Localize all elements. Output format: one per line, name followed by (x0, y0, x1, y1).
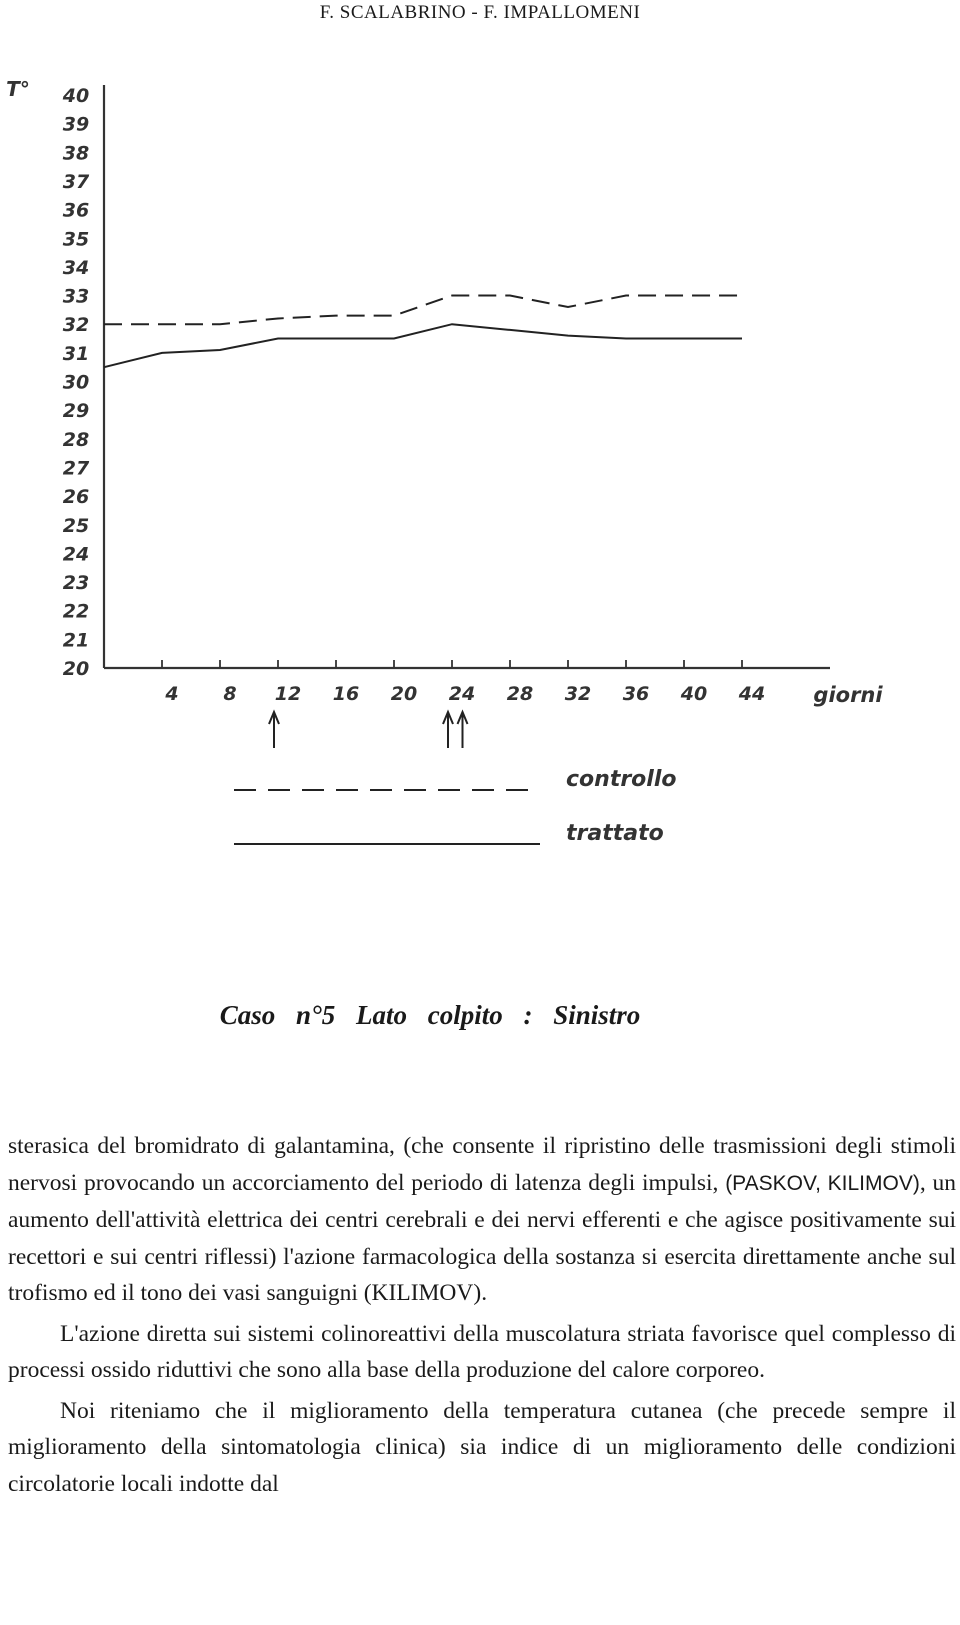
x-tick-label: 16 (332, 683, 360, 705)
paragraph-2: L'azione diretta sui sistemi colinoreattivi della muscolatura striata favorisce quel complesso di processi ossido riduttivi che sono alla base della produzione del calore corporeo. (8, 1320, 956, 1383)
figure-caption: Caso n°5 Lato colpito : Sinistro (219, 1000, 641, 1030)
y-tick-label: 38 (62, 142, 90, 165)
y-tick-label: 34 (62, 256, 90, 279)
y-tick-label: 31 (62, 342, 90, 365)
y-axis-label: T° (6, 77, 30, 101)
y-tick-label: 23 (62, 572, 90, 595)
y-tick-label: 28 (62, 428, 90, 451)
paragraph-1-start: sterasica del bromidrato di galantamina, (che consente il ripristino delle trasmissioni degli stimoli nervosi provocando un accorciamento del periodo di latenza degli impulsi, (8, 1133, 956, 1196)
x-tick-label: 36 (622, 683, 650, 705)
paragraph-1-authors: (PASKOV, KILIMOV) (725, 1171, 920, 1195)
running-head: F. SCALABRINO - F. IMPALLOMENI (319, 2, 641, 23)
y-tick-label: 33 (62, 285, 90, 308)
x-tick-label: 28 (506, 683, 534, 705)
y-tick-label: 26 (62, 486, 90, 509)
y-tick-label: 27 (62, 457, 90, 480)
legend-label-controllo: controllo (566, 767, 677, 792)
series-line-trattato (104, 324, 742, 367)
y-tick-label: 24 (62, 543, 90, 566)
y-tick-label: 32 (62, 314, 90, 337)
paragraph-1 (8, 1128, 956, 1312)
y-tick-label: 40 (62, 85, 90, 107)
y-tick-label: 29 (62, 400, 90, 423)
y-tick-label: 36 (62, 199, 90, 222)
y-tick-label: 39 (62, 113, 90, 136)
legend-label-trattato: trattato (566, 821, 664, 846)
paragraph-1-end: , un aumento dell'attività elettrica dei centri cerebrali e dei nervi efferenti e che agisce positivamente sui recettori e sui centri riflessi) l'azione farmacologica della sostanza si esercita direttamente anche sul trofismo ed il tono dei vasi sanguigni (KILIMOV). (8, 1169, 957, 1306)
x-tick-label: 32 (564, 683, 592, 705)
series-line-controllo (104, 296, 742, 325)
temperature-chart (0, 70, 960, 900)
x-tick-label: 40 (680, 683, 708, 705)
x-tick-label: 12 (274, 683, 302, 705)
y-tick-label: 35 (62, 228, 90, 251)
y-tick-label: 20 (62, 658, 90, 680)
paragraph-3: Noi riteniamo che il miglioramento della temperatura cutanea (che precede sempre il miglioramento della sintomatologia clinica) sia indice di un miglioramento delle condizioni circolatorie locali indotte dal (8, 1397, 956, 1497)
x-tick-label: 24 (448, 683, 476, 705)
x-tick-label: 20 (390, 683, 418, 705)
y-tick-label: 37 (62, 170, 90, 193)
x-tick-label: 8 (223, 683, 237, 705)
x-tick-label: 4 (165, 683, 179, 705)
chart-svg (0, 70, 960, 900)
y-tick-label: 21 (62, 629, 90, 652)
y-tick-label: 30 (62, 371, 90, 394)
y-tick-label: 25 (62, 514, 90, 537)
x-axis-label: giorni (813, 683, 883, 707)
x-tick-label: 44 (738, 683, 766, 705)
body-text (8, 1128, 956, 1502)
y-tick-label: 22 (62, 600, 90, 623)
